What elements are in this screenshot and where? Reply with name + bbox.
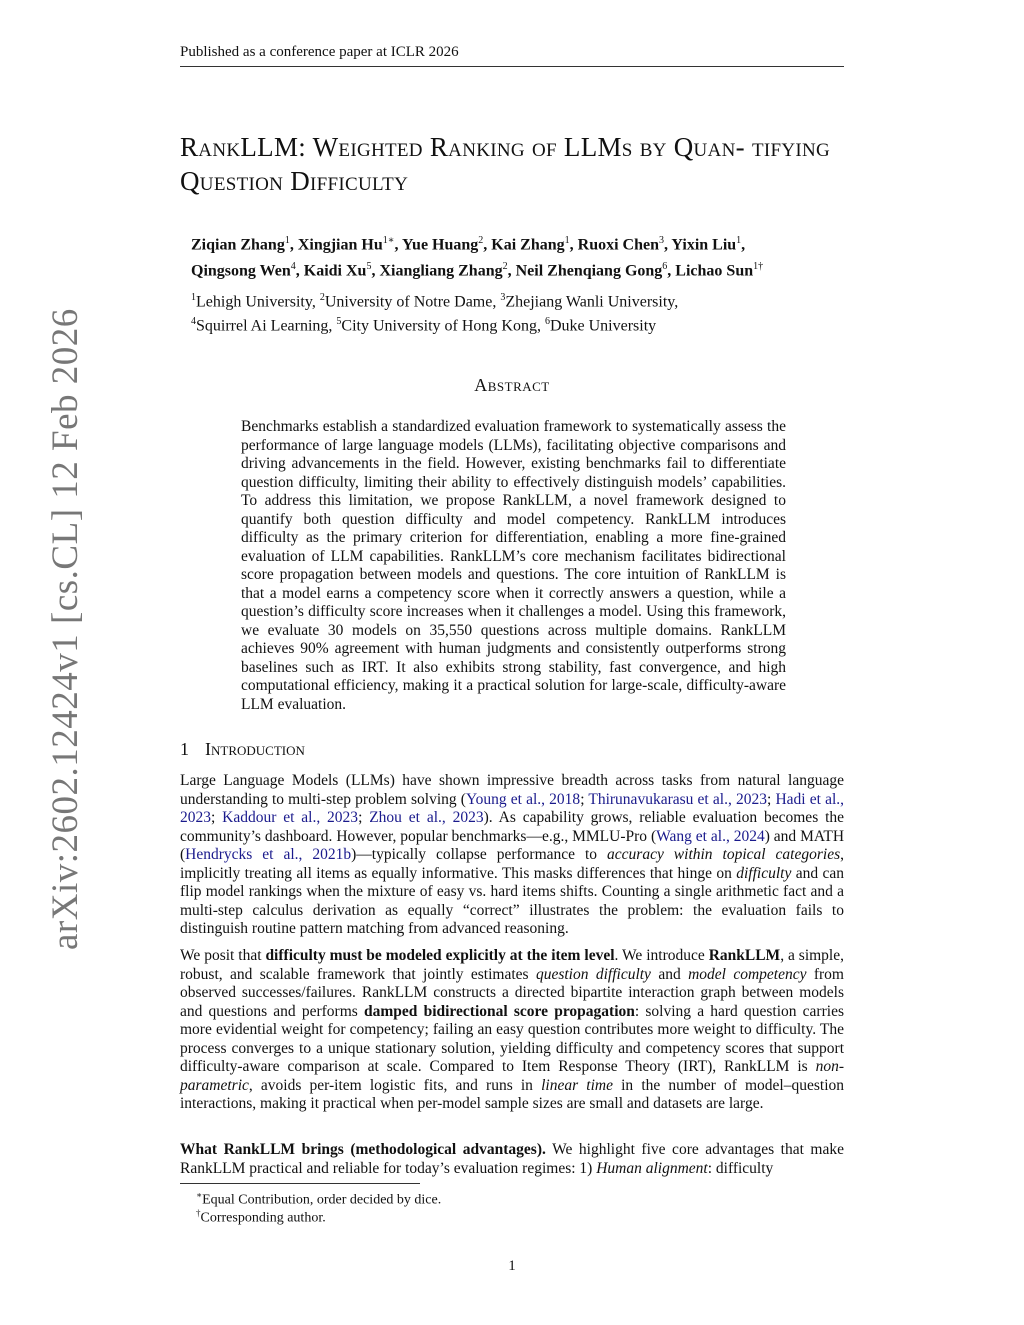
author-name: Kaidi Xu <box>303 262 367 280</box>
citation-link[interactable]: Thirunavukarasu et al., 2023 <box>588 790 767 808</box>
footnote-text: Corresponding author. <box>200 1210 326 1226</box>
footnote-divider <box>180 1183 420 1184</box>
text-run: ; <box>766 790 776 808</box>
footnote <box>196 1190 441 1209</box>
text-run: , a simple, robust, and scalable framework that jointly estimates <box>180 947 844 983</box>
affiliation: Duke University <box>549 317 657 335</box>
running-header: Published as a conference paper at ICLR 2026 <box>180 44 844 67</box>
arxiv-stamp: arXiv:2602.12424v1 [cs.CL] 12 Feb 2026 <box>45 308 86 950</box>
paragraph-lead: What RankLLM brings (methodological advantages). <box>180 1141 546 1158</box>
author-affil-mark: 1∗ <box>382 235 395 246</box>
author-name: Xiangliang Zhang <box>379 262 503 280</box>
footnote-mark: ∗ <box>196 1190 203 1200</box>
intro-paragraph-2 <box>180 947 844 1114</box>
bold-text: damped bidirectional score propagation <box>364 1002 635 1020</box>
emphasis: linear time <box>541 1076 613 1094</box>
author-list: Ziqian Zhang$^1$, Xingjian $Hu^{1∗}$, Yue Huang$^2$, Kai Zhang$^1$, Ruoxi Chen$^3$, Yixin Liu$^1$, Qingsong Wen$^4$, Kaidi Xu$^5$, Xiangliang Zhang$^2$, Neil Zhenqiang Gong$^6$, Lichao Sun$^{1\dagger}$ <box>191 235 764 280</box>
text-run: We highlight five core advantages that make RankLLM practical and reliable for today’s evaluation regimes: 1) <box>180 1141 844 1177</box>
bold-text: difficulty must be modeled explicitly at the item level <box>265 947 615 964</box>
author-affil-mark: 3 <box>659 235 664 246</box>
affil-mark: 1 <box>191 292 196 303</box>
intro-paragraph-1 <box>180 772 844 939</box>
text-run: and can flip model rankings when the mixture of easy vs. hard items shifts. Counting a single arithmetic fact and a multi-step calculus derivation as equally “correct” illustrates the problem: the evaluation fails to distinguish routine pattern matching from advanced reasoning. <box>180 864 845 937</box>
text-run: : difficulty <box>707 1159 774 1177</box>
citation-link[interactable]: Wang et al., 2024 <box>656 827 765 845</box>
text-run: ) and MATH ( <box>180 827 845 863</box>
text-run: , avoids per-item logistic fits, and runs in <box>248 1076 542 1094</box>
author-affil-mark: 1 <box>284 235 290 246</box>
section-number: 1 <box>180 739 189 759</box>
footnote <box>196 1208 326 1227</box>
author-name: Lichao Sun <box>675 262 754 280</box>
author-name: Kai Zhang <box>491 236 565 254</box>
section-title: Introduction <box>205 739 305 759</box>
text-run: in the number of model–question interactions, making it practical when per-model sample sizes are small and datasets are large. <box>180 1076 844 1112</box>
author-affil-mark: 6 <box>662 261 668 273</box>
text-run: ; <box>358 809 370 826</box>
text-run: . We introduce <box>614 947 709 964</box>
footnote-text: Equal Contribution, order decided by dice. <box>202 1192 442 1208</box>
text-run: We posit that <box>180 947 266 964</box>
author-affil-mark: 2 <box>502 261 508 273</box>
author-affil-mark: 1† <box>753 261 764 273</box>
affiliation: Squirrel Ai Learning <box>196 317 329 335</box>
affil-mark: 6 <box>544 316 550 328</box>
emphasis: accuracy within topical categories <box>607 846 841 863</box>
affil-mark: 5 <box>336 316 342 328</box>
author-name: Ruoxi Chen <box>577 236 659 254</box>
author-name: Xingjian Hu <box>297 236 383 254</box>
affiliation-list: $^1$Lehigh University, $^2$University of Notre Dame, $^3$Zhejiang Wanli University, $^4$Squirrel Ai Learning, $^5$City University of Hong Kong, $^6$Duke University <box>191 292 679 335</box>
affiliation: University of Notre Dame <box>324 293 493 311</box>
text-run: and <box>650 965 689 983</box>
text-run: ). As capability grows, reliable evaluation becomes the community’s dashboard. However, popular benchmarks—e.g., MMLU-Pro ( <box>180 809 845 845</box>
author-affil-mark: 5 <box>366 261 372 273</box>
section-heading <box>180 739 305 760</box>
author-affil-mark: 2 <box>478 235 484 246</box>
citation-link[interactable]: Kaddour et al., 2023 <box>222 809 359 826</box>
citation-link[interactable]: Hadi et al., 2023 <box>180 790 845 826</box>
abstract-heading: Abstract <box>474 375 550 395</box>
affil-mark: 3 <box>500 292 506 303</box>
emphasis: model competency <box>688 965 807 983</box>
author-affil-mark: 4 <box>290 261 296 273</box>
citation-link[interactable]: Zhou et al., 2023 <box>369 809 484 826</box>
author-affil-mark: 1 <box>564 235 570 246</box>
text-run: from observed successes/failures. RankLLM constructs a directed bipartite interaction graph between models and questions and performs <box>180 965 844 1020</box>
text-run: : solving a hard question carries more evidential weight for competency; failing an easy question contributes more weight to difficulty. The process converges to a unique stationary solution, yielding difficulty and competency scores that support difficulty-aware comparison at scale. Compared to Item Response Theory (IRT), RankLLM is <box>180 1002 844 1075</box>
text-run: ; <box>211 809 223 826</box>
intro-paragraph-3 <box>180 1141 844 1178</box>
affiliation: Zhejiang Wanli University <box>505 293 675 311</box>
affil-mark: 2 <box>319 292 325 303</box>
emphasis: question difficulty <box>535 965 651 983</box>
emphasis: non-parametric <box>180 1058 844 1094</box>
author-name: Qingsong Wen <box>191 262 291 280</box>
text-run: Large Language Models (LLMs) have shown impressive breadth across tasks from natural language understanding to multi-step problem solving ( <box>180 772 844 808</box>
emphasis: difficulty <box>736 864 792 882</box>
page-number: 1 <box>508 1258 516 1274</box>
citation-link[interactable]: Young et al., 2018 <box>465 790 581 808</box>
text-run: )—typically collapse performance to <box>351 846 608 863</box>
paper-title: RankLLM: Weighted Ranking of LLMs by Quan- tifying Question Difficulty <box>180 132 831 196</box>
emphasis: Human alignment <box>596 1159 708 1177</box>
citation-link[interactable]: Hendrycks et al., 2021b <box>185 846 352 863</box>
affiliation: Lehigh University <box>196 293 312 311</box>
affil-mark: 4 <box>191 316 196 328</box>
affiliation: City University of Hong Kong <box>341 317 537 335</box>
bold-text: RankLLM <box>708 947 781 964</box>
abstract-body: Benchmarks establish a standardized evaluation framework to systematically assess the performance of large language models (LLMs), facilitating objective comparisons and driving advancements in the field. However, existing benchmarks fail to differentiate question difficulty, limiting their ability to effectively distinguish models’ capabilities. To address this limitation, we propose RankLLM, a novel framework designed to quantify both question difficulty and model competency. RankLLM introduces difficulty as the primary criterion for differentiation, enabling a more fine-grained evaluation of LLM capabilities. RankLLM’s core mechanism facilitates bidirectional score propagation between models and questions. The core intuition of RankLLM is that a model earns a competency score when it correctly answers a question, while a question’s difficulty score increases when it challenges a model. Using this framework, we evaluate 30 models on 35,550 questions across multiple domains. RankLLM achieves 90% agreement with human judgments and consistently outperforms strong baselines such as IRT. It also exhibits strong stability, fast convergence, and high computational efficiency, making it a practical solution for large-scale, difficulty-aware LLM evaluation. <box>241 418 786 713</box>
author-affil-mark: 1 <box>736 235 742 246</box>
text-run: ; <box>580 790 589 808</box>
author-name: Neil Zhenqiang Gong <box>515 262 663 280</box>
author-name: Yixin Liu <box>671 236 737 254</box>
author-name: Yue Huang <box>401 236 479 254</box>
footnote-mark: † <box>196 1208 201 1218</box>
text-run: , implicitly treating all items as equally informative. This masks differences that hinge on <box>180 846 844 882</box>
author-name: Ziqian Zhang <box>191 236 285 254</box>
